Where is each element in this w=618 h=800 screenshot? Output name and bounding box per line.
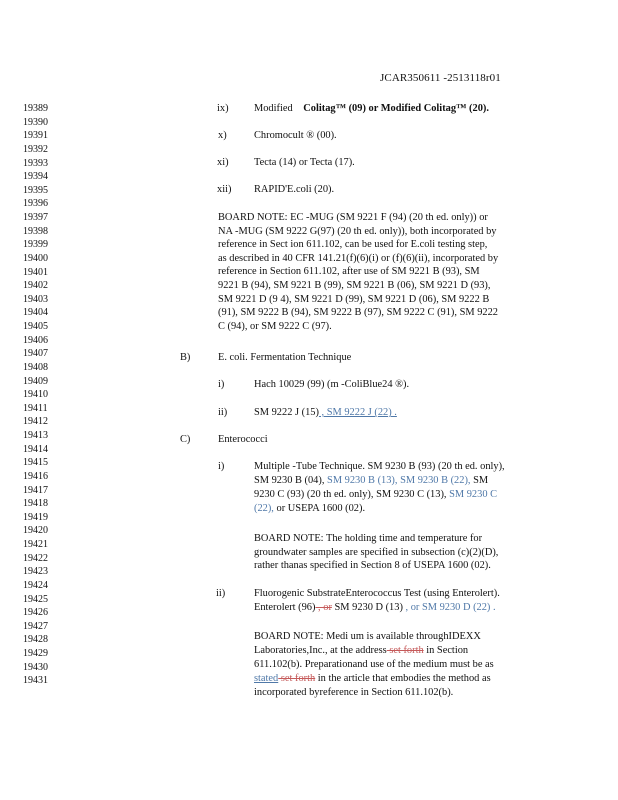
board-note-3-line-2 [254, 644, 468, 658]
board-note-2-line: BOARD NOTE: The holding time and temperature for [254, 533, 483, 544]
line-number: 19411 [23, 402, 48, 414]
section-c-ii-line-2b: SM 9230 D (13) [331, 602, 403, 613]
board-note-3-deleted-text-1: set forth [386, 645, 424, 656]
item-ix-marker: ix) [217, 103, 229, 114]
section-b-title: E. coli. Fermentation Technique [218, 352, 352, 363]
board-note-1-line: (91), SM 9222 B (94), SM 9222 B (97), SM 9222 C (91), SM 9222 [218, 307, 498, 319]
section-b-marker: B) [180, 352, 191, 363]
board-note-3-line-4 [254, 672, 491, 686]
line-number: 19424 [23, 579, 48, 591]
line-number: 19403 [23, 293, 48, 305]
line-number: 19431 [23, 675, 48, 687]
line-number: 19427 [23, 620, 48, 632]
line-number: 19418 [23, 498, 48, 510]
line-number: 19406 [23, 334, 48, 346]
line-number: 19389 [23, 103, 48, 114]
line-number: 19415 [23, 457, 48, 469]
line-number: 19413 [23, 430, 48, 441]
board-note-3-deleted-text-2: set forth [278, 673, 316, 684]
board-note-3-line-2a: Laboratories,Inc., at the address [254, 645, 387, 656]
line-number: 19401 [23, 266, 48, 278]
section-c-i-line-4a: (22), [254, 503, 274, 514]
line-number: 19414 [23, 443, 48, 455]
line-number: 19397 [23, 212, 48, 223]
page-header: JCAR350611 -2513118r01 [380, 72, 501, 84]
line-number: 19422 [23, 552, 48, 564]
line-number: 19425 [23, 593, 48, 605]
line-number: 19426 [23, 607, 48, 619]
line-number: 19412 [23, 416, 48, 428]
board-note-1-line: 9221 B (94), SM 9221 B (99), SM 9221 B (06), SM 9221 D (93), [218, 279, 491, 291]
line-number: 19396 [23, 198, 48, 210]
line-number: 19420 [23, 525, 48, 537]
item-xi-marker: xi) [217, 157, 229, 168]
section-b-ii-marker: ii) [218, 407, 228, 418]
section-c-i-line-3b: SM 9230 C [449, 489, 498, 500]
section-b-i-marker: i) [218, 379, 225, 390]
section-c-marker: C) [180, 434, 191, 445]
section-c-i-line-1: Multiple -Tube Technique. SM 9230 B (93) (20 th ed. only), [254, 461, 505, 472]
section-c-ii-added-text: , or SM 9230 D (22) . [402, 602, 496, 613]
line-number: 19398 [23, 225, 48, 237]
section-c-ii-line-2 [254, 601, 496, 615]
line-number: 19404 [23, 307, 48, 319]
item-x-marker: x) [218, 130, 227, 141]
section-c-i-line-2a: SM 9230 B (04), [254, 475, 325, 486]
section-c-i-line-3 [254, 488, 497, 502]
item-xi-text: Tecta (14) or Tecta (17). [254, 157, 355, 168]
line-number: 19392 [23, 143, 48, 155]
section-c-ii-line-1: Fluorogenic SubstrateEnterococcus Test (using Enterolert). [254, 588, 500, 599]
board-note-3-added-text: stated [254, 673, 279, 684]
section-c-i-line-3a: 9230 C (93) (20 th ed. only), SM 9230 C (13), [254, 489, 447, 500]
section-b-ii-added-text: , SM 9222 J (22) . [318, 407, 397, 418]
line-number: 19390 [23, 116, 48, 128]
section-c-ii-marker: ii) [216, 588, 226, 599]
section-c-i-line-4 [254, 502, 365, 516]
board-note-1 [218, 211, 498, 333]
line-number: 19391 [23, 130, 48, 142]
line-number: 19428 [23, 634, 48, 646]
board-note-3-line-5: incorporated byreference in Section 611.102(b). [254, 687, 454, 698]
line-number: 19409 [23, 375, 48, 387]
board-note-2-line: groundwater samples are specified in subsection (c)(2)(D), [254, 546, 499, 558]
section-c-ii-line-2a: Enterolert (96) [254, 602, 316, 613]
section-c-i-line-2b: SM 9230 B (13), SM 9230 B (22), [327, 475, 471, 486]
board-note-1-line: NA -MUG (SM 9222 G(97) (20 th ed. only)), both incorporated by [218, 225, 497, 237]
board-note-3-line-2b: in Section [423, 645, 469, 656]
board-note-2 [254, 532, 498, 573]
item-xii-text: RAPID'E.coli (20). [254, 184, 335, 195]
line-number: 19400 [23, 252, 48, 264]
board-note-2-line: rather thanas specified in Section 8 of USEPA 1600 (02). [254, 560, 491, 572]
item-ix-text [254, 102, 489, 116]
section-c-i-line-2 [254, 474, 488, 488]
line-number: 19402 [23, 280, 48, 292]
section-c-i-marker: i) [218, 461, 225, 472]
line-number: 19399 [23, 239, 48, 251]
board-note-1-line: SM 9221 D (9 4), SM 9221 D (99), SM 9221 D (06), SM 9222 B [218, 293, 490, 305]
item-ix-bold-text: Colitag™ (09) or Modified Colitag™ (20). [303, 103, 489, 114]
line-number: 19393 [23, 157, 48, 169]
line-number: 19407 [23, 348, 48, 360]
line-number: 19421 [23, 539, 48, 550]
section-c-ii-deleted-text: , or [315, 602, 332, 613]
item-x-text: Chromocult ® (00). [254, 130, 337, 141]
line-number: 19429 [23, 648, 48, 659]
board-note-1-line: reference in Section 611.102, after use of SM 9221 B (93), SM [218, 266, 480, 278]
line-number: 19395 [23, 184, 48, 196]
line-number: 19394 [23, 171, 48, 183]
board-note-1-line: as described in 40 CFR 141.21(f)(6)(i) or (f)(6)(ii), incorporated by [218, 252, 499, 264]
board-note-3-line-1: BOARD NOTE: Medi um is available throughIDEXX [254, 631, 481, 642]
section-c-i-line-2c: SM [473, 475, 489, 486]
section-b-ii-original: SM 9222 J (15) [254, 407, 319, 418]
board-note-1-line: BOARD NOTE: EC -MUG (SM 9221 F (94) (20 th ed. only)) or [218, 212, 488, 223]
section-c-i-line-4b: or USEPA 1600 (02). [276, 503, 366, 514]
item-xii-marker: xii) [217, 184, 232, 195]
item-ix-prefix: Modified [254, 103, 293, 114]
line-number: 19416 [23, 470, 48, 482]
line-number: 19405 [23, 321, 48, 332]
section-c-title: Enterococci [218, 434, 268, 445]
line-number: 19430 [23, 661, 48, 673]
line-number: 19419 [23, 511, 48, 523]
line-number: 19408 [23, 361, 48, 373]
board-note-3-line-3: 611.102(b). Preparationand use of the medium must be as [254, 659, 494, 670]
section-b-ii-text [254, 406, 397, 420]
board-note-1-line: reference in Sect ion 611.102, can be used for E.coli testing step, [218, 239, 488, 251]
board-note-3-line-4b: in the article that embodies the method as [315, 673, 491, 684]
line-number: 19417 [23, 484, 48, 496]
line-number: 19423 [23, 566, 48, 578]
board-note-1-line: C (94), or SM 9222 C (97). [218, 320, 332, 332]
line-number: 19410 [23, 389, 48, 401]
section-b-i-text: Hach 10029 (99) (m -ColiBlue24 ®). [254, 379, 410, 390]
